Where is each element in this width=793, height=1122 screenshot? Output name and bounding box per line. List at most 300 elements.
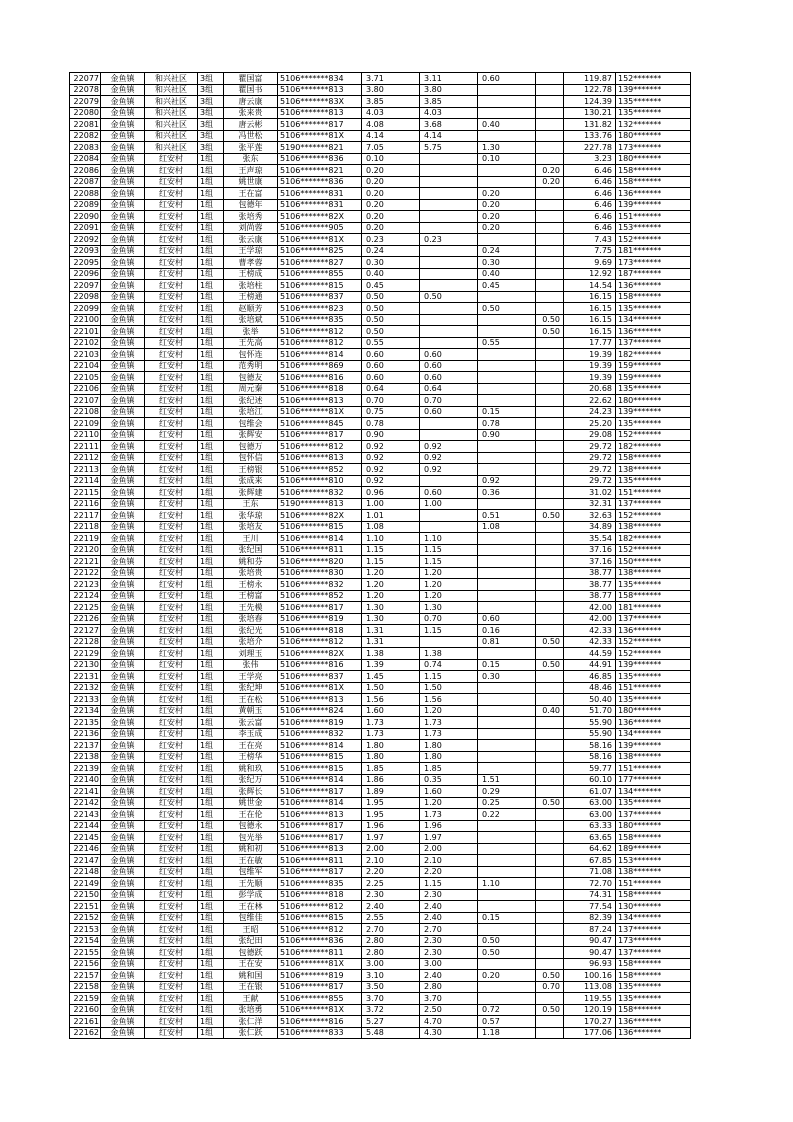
- name-cell: 范秀明: [224, 360, 278, 372]
- table-row: [70, 958, 691, 970]
- area-b-cell: [478, 441, 536, 453]
- village-cell: 红安村: [145, 751, 198, 763]
- table-row: [70, 521, 691, 533]
- town-cell: 金鱼镇: [101, 958, 145, 970]
- area-b-cell: 1.30: [478, 142, 536, 154]
- table-row: [70, 245, 691, 257]
- group-cell: 3组: [198, 73, 224, 85]
- id-number-cell: 5106*******824: [278, 705, 362, 717]
- id-number-cell: 5190*******821: [278, 142, 362, 154]
- seq-cell: 22126: [70, 613, 101, 625]
- area-b-cell: [478, 372, 536, 384]
- phone-cell: 158*******: [616, 970, 691, 982]
- phone-cell: 173*******: [616, 257, 691, 269]
- town-cell: 金鱼镇: [101, 441, 145, 453]
- phone-cell: 136*******: [616, 1016, 691, 1028]
- village-cell: 红安村: [145, 556, 198, 568]
- table-row: [70, 797, 691, 809]
- group-cell: 1组: [198, 245, 224, 257]
- area-a-cell: 0.23: [420, 234, 478, 246]
- name-cell: 张华琼: [224, 510, 278, 522]
- total-area-cell: 0.24: [362, 245, 420, 257]
- total-area-cell: 1.00: [362, 498, 420, 510]
- group-cell: 1组: [198, 222, 224, 234]
- total-area-cell: 0.50: [362, 303, 420, 315]
- area-c-cell: [536, 142, 564, 154]
- group-cell: 3组: [198, 96, 224, 108]
- phone-cell: 151*******: [616, 211, 691, 223]
- area-b-cell: 1.18: [478, 1027, 536, 1039]
- amount-cell: 120.19: [564, 1004, 616, 1016]
- phone-cell: 135*******: [616, 96, 691, 108]
- total-area-cell: 0.96: [362, 487, 420, 499]
- area-a-cell: 1.20: [420, 567, 478, 579]
- area-c-cell: [536, 763, 564, 775]
- table-row: [70, 176, 691, 188]
- total-area-cell: 0.10: [362, 153, 420, 165]
- area-c-cell: [536, 590, 564, 602]
- table-row: [70, 1004, 691, 1016]
- name-cell: 张成来: [224, 475, 278, 487]
- village-cell: 红安村: [145, 613, 198, 625]
- phone-cell: 134*******: [616, 314, 691, 326]
- town-cell: 金鱼镇: [101, 912, 145, 924]
- group-cell: 1组: [198, 441, 224, 453]
- phone-cell: 138*******: [616, 521, 691, 533]
- amount-cell: 38.77: [564, 590, 616, 602]
- village-cell: 红安村: [145, 671, 198, 683]
- area-a-cell: 2.30: [420, 889, 478, 901]
- town-cell: 金鱼镇: [101, 234, 145, 246]
- town-cell: 金鱼镇: [101, 314, 145, 326]
- name-cell: 张纪坤: [224, 682, 278, 694]
- phone-cell: 152*******: [616, 73, 691, 85]
- area-c-cell: [536, 429, 564, 441]
- phone-cell: 132*******: [616, 119, 691, 131]
- table-row: [70, 84, 691, 96]
- id-number-cell: 5106*******816: [278, 372, 362, 384]
- area-c-cell: [536, 947, 564, 959]
- area-c-cell: [536, 130, 564, 142]
- area-a-cell: [420, 521, 478, 533]
- table-row: [70, 740, 691, 752]
- group-cell: 1组: [198, 889, 224, 901]
- name-cell: 张纪述: [224, 395, 278, 407]
- id-number-cell: 5106*******836: [278, 935, 362, 947]
- area-b-cell: [478, 832, 536, 844]
- amount-cell: 19.39: [564, 372, 616, 384]
- village-cell: 红安村: [145, 786, 198, 798]
- id-number-cell: 5106*******819: [278, 613, 362, 625]
- area-c-cell: [536, 924, 564, 936]
- phone-cell: 136*******: [616, 625, 691, 637]
- amount-cell: 87.24: [564, 924, 616, 936]
- area-c-cell: [536, 406, 564, 418]
- phone-cell: 134*******: [616, 912, 691, 924]
- amount-cell: 119.87: [564, 73, 616, 85]
- phone-cell: 180*******: [616, 820, 691, 832]
- village-cell: 红安村: [145, 257, 198, 269]
- village-cell: 红安村: [145, 234, 198, 246]
- town-cell: 金鱼镇: [101, 970, 145, 982]
- group-cell: 1组: [198, 498, 224, 510]
- name-cell: 包德永: [224, 820, 278, 832]
- area-a-cell: 1.60: [420, 786, 478, 798]
- area-b-cell: 0.16: [478, 625, 536, 637]
- table-row: [70, 648, 691, 660]
- total-area-cell: 0.92: [362, 475, 420, 487]
- phone-cell: 180*******: [616, 705, 691, 717]
- area-a-cell: 2.10: [420, 855, 478, 867]
- id-number-cell: 5106*******836: [278, 176, 362, 188]
- table-row: [70, 268, 691, 280]
- phone-cell: 136*******: [616, 280, 691, 292]
- area-b-cell: 0.10: [478, 153, 536, 165]
- id-number-cell: 5106*******817: [278, 866, 362, 878]
- seq-cell: 22130: [70, 659, 101, 671]
- seq-cell: 22120: [70, 544, 101, 556]
- phone-cell: 158*******: [616, 291, 691, 303]
- amount-cell: 46.85: [564, 671, 616, 683]
- amount-cell: 6.46: [564, 199, 616, 211]
- group-cell: 3组: [198, 107, 224, 119]
- town-cell: 金鱼镇: [101, 671, 145, 683]
- id-number-cell: 5106*******852: [278, 590, 362, 602]
- table-row: [70, 475, 691, 487]
- group-cell: 1组: [198, 993, 224, 1005]
- total-area-cell: 0.20: [362, 188, 420, 200]
- group-cell: 1组: [198, 406, 224, 418]
- area-c-cell: [536, 935, 564, 947]
- total-area-cell: 0.50: [362, 291, 420, 303]
- town-cell: 金鱼镇: [101, 291, 145, 303]
- area-a-cell: [420, 222, 478, 234]
- village-cell: 红安村: [145, 659, 198, 671]
- amount-cell: 122.78: [564, 84, 616, 96]
- area-c-cell: [536, 245, 564, 257]
- town-cell: 金鱼镇: [101, 153, 145, 165]
- area-c-cell: [536, 188, 564, 200]
- town-cell: 金鱼镇: [101, 648, 145, 660]
- group-cell: 1组: [198, 452, 224, 464]
- id-number-cell: 5106*******816: [278, 659, 362, 671]
- village-cell: 红安村: [145, 648, 198, 660]
- amount-cell: 63.65: [564, 832, 616, 844]
- amount-cell: 82.39: [564, 912, 616, 924]
- total-area-cell: 2.55: [362, 912, 420, 924]
- total-area-cell: 5.48: [362, 1027, 420, 1039]
- total-area-cell: 3.80: [362, 84, 420, 96]
- area-a-cell: 1.00: [420, 498, 478, 510]
- group-cell: 1组: [198, 751, 224, 763]
- town-cell: 金鱼镇: [101, 84, 145, 96]
- group-cell: 1组: [198, 820, 224, 832]
- village-cell: 红安村: [145, 1004, 198, 1016]
- phone-cell: 136*******: [616, 326, 691, 338]
- amount-cell: 51.70: [564, 705, 616, 717]
- table-row: [70, 659, 691, 671]
- id-number-cell: 5106*******814: [278, 774, 362, 786]
- name-cell: 唐云康: [224, 96, 278, 108]
- area-c-cell: [536, 234, 564, 246]
- table-row: [70, 901, 691, 913]
- amount-cell: 19.39: [564, 349, 616, 361]
- group-cell: 1组: [198, 510, 224, 522]
- amount-cell: 7.75: [564, 245, 616, 257]
- group-cell: 3组: [198, 130, 224, 142]
- seq-cell: 22162: [70, 1027, 101, 1039]
- total-area-cell: 4.03: [362, 107, 420, 119]
- phone-cell: 181*******: [616, 602, 691, 614]
- area-c-cell: [536, 832, 564, 844]
- total-area-cell: 3.72: [362, 1004, 420, 1016]
- table-row: [70, 199, 691, 211]
- amount-cell: 16.15: [564, 314, 616, 326]
- village-cell: 红安村: [145, 372, 198, 384]
- town-cell: 金鱼镇: [101, 119, 145, 131]
- name-cell: 王在敏: [224, 855, 278, 867]
- area-b-cell: 0.60: [478, 73, 536, 85]
- group-cell: 1组: [198, 360, 224, 372]
- area-a-cell: 2.70: [420, 924, 478, 936]
- table-row: [70, 510, 691, 522]
- phone-cell: 130*******: [616, 901, 691, 913]
- area-c-cell: [536, 441, 564, 453]
- village-cell: 红安村: [145, 303, 198, 315]
- total-area-cell: 1.31: [362, 625, 420, 637]
- phone-cell: 138*******: [616, 751, 691, 763]
- total-area-cell: 4.14: [362, 130, 420, 142]
- table-row: [70, 533, 691, 545]
- table-row: [70, 107, 691, 119]
- town-cell: 金鱼镇: [101, 1027, 145, 1039]
- name-cell: 刘尚蓉: [224, 222, 278, 234]
- phone-cell: 136*******: [616, 188, 691, 200]
- amount-cell: 17.77: [564, 337, 616, 349]
- name-cell: 包德友: [224, 372, 278, 384]
- group-cell: 1组: [198, 694, 224, 706]
- phone-cell: 139*******: [616, 84, 691, 96]
- group-cell: 1组: [198, 912, 224, 924]
- seq-cell: 22158: [70, 981, 101, 993]
- group-cell: 1组: [198, 602, 224, 614]
- name-cell: 王川: [224, 533, 278, 545]
- id-number-cell: 5106*******812: [278, 326, 362, 338]
- phone-cell: 139*******: [616, 406, 691, 418]
- village-cell: 红安村: [145, 406, 198, 418]
- village-cell: 红安村: [145, 809, 198, 821]
- area-c-cell: 0.50: [536, 326, 564, 338]
- area-b-cell: 0.50: [478, 303, 536, 315]
- name-cell: 曹孝蓉: [224, 257, 278, 269]
- village-cell: 红安村: [145, 280, 198, 292]
- seq-cell: 22081: [70, 119, 101, 131]
- group-cell: 1组: [198, 625, 224, 637]
- name-cell: 姚和玖: [224, 763, 278, 775]
- village-cell: 红安村: [145, 694, 198, 706]
- seq-cell: 22117: [70, 510, 101, 522]
- group-cell: 1组: [198, 613, 224, 625]
- area-c-cell: [536, 993, 564, 1005]
- area-b-cell: 0.36: [478, 487, 536, 499]
- table-row: [70, 153, 691, 165]
- total-area-cell: 1.73: [362, 728, 420, 740]
- town-cell: 金鱼镇: [101, 487, 145, 499]
- town-cell: 金鱼镇: [101, 694, 145, 706]
- village-cell: 红安村: [145, 993, 198, 1005]
- area-b-cell: [478, 728, 536, 740]
- area-c-cell: [536, 199, 564, 211]
- id-number-cell: 5106*******81X: [278, 406, 362, 418]
- town-cell: 金鱼镇: [101, 245, 145, 257]
- name-cell: 包维军: [224, 866, 278, 878]
- name-cell: 王学琼: [224, 245, 278, 257]
- seq-cell: 22109: [70, 418, 101, 430]
- area-b-cell: [478, 165, 536, 177]
- village-cell: 红安村: [145, 579, 198, 591]
- seq-cell: 22139: [70, 763, 101, 775]
- area-c-cell: 0.50: [536, 510, 564, 522]
- area-a-cell: 2.40: [420, 912, 478, 924]
- amount-cell: 60.10: [564, 774, 616, 786]
- town-cell: 金鱼镇: [101, 222, 145, 234]
- area-b-cell: [478, 717, 536, 729]
- village-cell: 红安村: [145, 774, 198, 786]
- amount-cell: 44.59: [564, 648, 616, 660]
- village-cell: 红安村: [145, 176, 198, 188]
- area-a-cell: 0.60: [420, 360, 478, 372]
- name-cell: 王在亮: [224, 740, 278, 752]
- total-area-cell: 0.92: [362, 452, 420, 464]
- amount-cell: 100.16: [564, 970, 616, 982]
- phone-cell: 152*******: [616, 636, 691, 648]
- seq-cell: 22123: [70, 579, 101, 591]
- village-cell: 红安村: [145, 1016, 198, 1028]
- name-cell: 王昭: [224, 924, 278, 936]
- area-a-cell: 1.50: [420, 682, 478, 694]
- phone-cell: 152*******: [616, 429, 691, 441]
- area-a-cell: 0.92: [420, 441, 478, 453]
- name-cell: 包怀信: [224, 452, 278, 464]
- total-area-cell: 1.56: [362, 694, 420, 706]
- area-a-cell: 2.50: [420, 1004, 478, 1016]
- village-cell: 红安村: [145, 590, 198, 602]
- group-cell: 1组: [198, 291, 224, 303]
- area-c-cell: [536, 280, 564, 292]
- seq-cell: 22161: [70, 1016, 101, 1028]
- village-cell: 红安村: [145, 970, 198, 982]
- town-cell: 金鱼镇: [101, 257, 145, 269]
- seq-cell: 22142: [70, 797, 101, 809]
- id-number-cell: 5106*******855: [278, 993, 362, 1005]
- phone-cell: 136*******: [616, 717, 691, 729]
- group-cell: 1组: [198, 671, 224, 683]
- total-area-cell: 0.60: [362, 349, 420, 361]
- total-area-cell: 0.55: [362, 337, 420, 349]
- town-cell: 金鱼镇: [101, 935, 145, 947]
- amount-cell: 35.54: [564, 533, 616, 545]
- id-number-cell: 5106*******821: [278, 165, 362, 177]
- phone-cell: 173*******: [616, 935, 691, 947]
- total-area-cell: 1.86: [362, 774, 420, 786]
- area-c-cell: [536, 395, 564, 407]
- town-cell: 金鱼镇: [101, 107, 145, 119]
- table-row: [70, 728, 691, 740]
- name-cell: 张纪国: [224, 544, 278, 556]
- table-row: [70, 119, 691, 131]
- area-c-cell: [536, 452, 564, 464]
- id-number-cell: 5106*******815: [278, 763, 362, 775]
- area-c-cell: [536, 878, 564, 890]
- table-row: [70, 843, 691, 855]
- area-a-cell: 1.15: [420, 544, 478, 556]
- group-cell: 1组: [198, 199, 224, 211]
- table-row: [70, 912, 691, 924]
- village-cell: 红安村: [145, 498, 198, 510]
- area-b-cell: 1.08: [478, 521, 536, 533]
- total-area-cell: 3.85: [362, 96, 420, 108]
- area-c-cell: [536, 303, 564, 315]
- area-b-cell: 0.40: [478, 268, 536, 280]
- town-cell: 金鱼镇: [101, 705, 145, 717]
- area-b-cell: 0.20: [478, 222, 536, 234]
- area-c-cell: [536, 579, 564, 591]
- amount-cell: 38.77: [564, 567, 616, 579]
- amount-cell: 64.62: [564, 843, 616, 855]
- town-cell: 金鱼镇: [101, 924, 145, 936]
- seq-cell: 22077: [70, 73, 101, 85]
- area-c-cell: [536, 958, 564, 970]
- id-number-cell: 5106*******815: [278, 280, 362, 292]
- total-area-cell: 1.01: [362, 510, 420, 522]
- id-number-cell: 5106*******814: [278, 740, 362, 752]
- village-cell: 红安村: [145, 383, 198, 395]
- area-b-cell: 0.55: [478, 337, 536, 349]
- area-b-cell: [478, 291, 536, 303]
- table-row: [70, 383, 691, 395]
- seq-cell: 22112: [70, 452, 101, 464]
- area-a-cell: 0.70: [420, 395, 478, 407]
- area-c-cell: [536, 751, 564, 763]
- area-a-cell: 0.74: [420, 659, 478, 671]
- seq-cell: 22090: [70, 211, 101, 223]
- seq-cell: 22088: [70, 188, 101, 200]
- area-b-cell: [478, 889, 536, 901]
- id-number-cell: 5106*******81X: [278, 130, 362, 142]
- area-c-cell: 0.50: [536, 636, 564, 648]
- phone-cell: 153*******: [616, 222, 691, 234]
- name-cell: 张云富: [224, 717, 278, 729]
- seq-cell: 22116: [70, 498, 101, 510]
- area-a-cell: 1.20: [420, 579, 478, 591]
- table-row: [70, 981, 691, 993]
- total-area-cell: 1.73: [362, 717, 420, 729]
- area-c-cell: [536, 360, 564, 372]
- table-row: [70, 395, 691, 407]
- phone-cell: 137*******: [616, 613, 691, 625]
- amount-cell: 24.23: [564, 406, 616, 418]
- phone-cell: 136*******: [616, 1027, 691, 1039]
- area-a-cell: 3.68: [420, 119, 478, 131]
- area-a-cell: [420, 337, 478, 349]
- group-cell: 1组: [198, 556, 224, 568]
- total-area-cell: 1.80: [362, 740, 420, 752]
- amount-cell: 48.46: [564, 682, 616, 694]
- seq-cell: 22103: [70, 349, 101, 361]
- area-b-cell: [478, 694, 536, 706]
- area-a-cell: [420, 303, 478, 315]
- amount-cell: 58.16: [564, 751, 616, 763]
